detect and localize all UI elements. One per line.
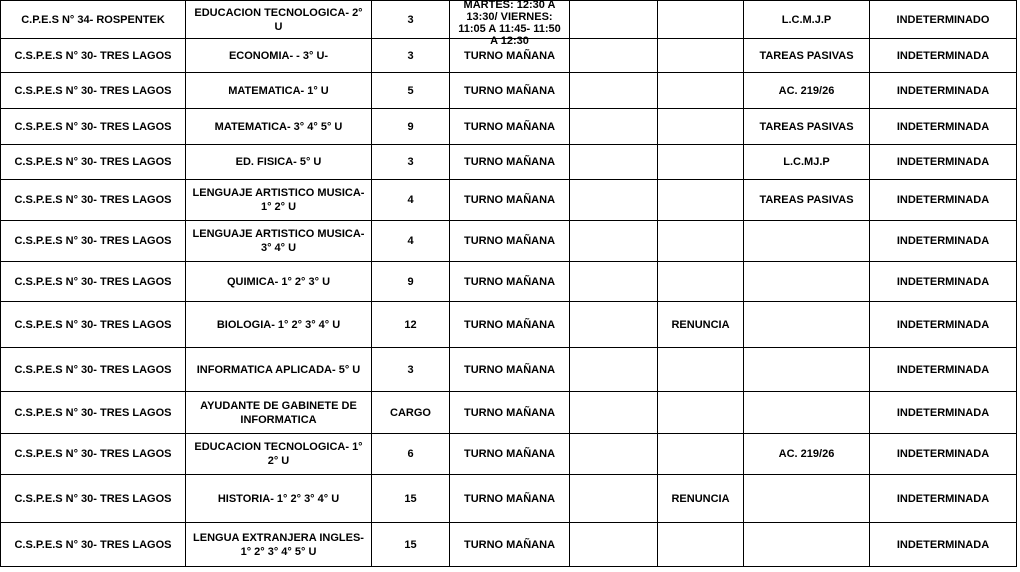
table-row [1, 302, 1017, 348]
empty-cell [570, 73, 658, 109]
status-cell: INDETERMINADO [870, 1, 1017, 39]
school-cell: C.S.P.E.S N° 30- TRES LAGOS [1, 180, 186, 221]
status-cell: INDETERMINADA [870, 262, 1017, 302]
hours-cell: 9 [372, 262, 450, 302]
reason-cell: L.C.MJ.P [744, 145, 870, 180]
observation-cell: RENUNCIA [658, 302, 744, 348]
reason-cell [744, 221, 870, 262]
reason-cell [744, 302, 870, 348]
subject-cell: INFORMATICA APLICADA- 5° U [186, 348, 372, 392]
schedule-text: MARTES: 12:30 A 13:30/ VIERNES: 11:05 A 11:45- 11:50 A 12:30 [458, 0, 561, 47]
empty-cell [570, 348, 658, 392]
reason-cell [744, 262, 870, 302]
school-cell: C.S.P.E.S N° 30- TRES LAGOS [1, 145, 186, 180]
subject-cell: EDUCACION TECNOLOGICA- 1° 2° U [186, 434, 372, 475]
empty-cell [570, 1, 658, 39]
hours-cell: 9 [372, 109, 450, 145]
table-row [1, 262, 1017, 302]
school-cell: C.S.P.E.S N° 30- TRES LAGOS [1, 39, 186, 73]
hours-cell: 6 [372, 434, 450, 475]
reason-cell: TAREAS PASIVAS [744, 180, 870, 221]
status-cell: INDETERMINADA [870, 434, 1017, 475]
status-cell: INDETERMINADA [870, 475, 1017, 523]
subject-cell: AYUDANTE DE GABINETE DE INFORMATICA [186, 392, 372, 434]
schedule-cell: TURNO MAÑANA [450, 392, 570, 434]
table-row [1, 1, 1017, 39]
observation-cell [658, 73, 744, 109]
reason-cell [744, 392, 870, 434]
table-row [1, 221, 1017, 262]
status-cell: INDETERMINADA [870, 392, 1017, 434]
hours-cell: 3 [372, 1, 450, 39]
school-cell: C.S.P.E.S N° 30- TRES LAGOS [1, 109, 186, 145]
empty-cell [570, 145, 658, 180]
subject-cell: EDUCACION TECNOLOGICA- 2° U [186, 1, 372, 39]
reason-cell [744, 348, 870, 392]
status-cell: INDETERMINADA [870, 145, 1017, 180]
table-row [1, 109, 1017, 145]
status-cell: INDETERMINADA [870, 302, 1017, 348]
subject-cell: QUIMICA- 1° 2° 3° U [186, 262, 372, 302]
empty-cell [570, 302, 658, 348]
schedule-cell: TURNO MAÑANA [450, 262, 570, 302]
status-cell: INDETERMINADA [870, 523, 1017, 567]
observation-cell [658, 262, 744, 302]
hours-cell: CARGO [372, 392, 450, 434]
school-cell: C.S.P.E.S N° 30- TRES LAGOS [1, 73, 186, 109]
reason-cell: AC. 219/26 [744, 434, 870, 475]
empty-cell [570, 109, 658, 145]
table-row [1, 475, 1017, 523]
subject-cell: LENGUAJE ARTISTICO MUSICA- 1° 2° U [186, 180, 372, 221]
table-row [1, 523, 1017, 567]
reason-cell: AC. 219/26 [744, 73, 870, 109]
reason-cell: L.C.M.J.P [744, 1, 870, 39]
school-cell: C.S.P.E.S N° 30- TRES LAGOS [1, 221, 186, 262]
empty-cell [570, 523, 658, 567]
school-cell: C.S.P.E.S N° 30- TRES LAGOS [1, 302, 186, 348]
observation-cell [658, 145, 744, 180]
schedule-cell: TURNO MAÑANA [450, 221, 570, 262]
empty-cell [570, 39, 658, 73]
observation-cell [658, 221, 744, 262]
schedule-cell: TURNO MAÑANA [450, 73, 570, 109]
schedule-cell [450, 0, 570, 47]
subject-cell: LENGUA EXTRANJERA INGLES- 1° 2° 3° 4° 5° U [186, 523, 372, 567]
hours-cell: 15 [372, 475, 450, 523]
schedule-cell: TURNO MAÑANA [450, 145, 570, 180]
status-cell: INDETERMINADA [870, 221, 1017, 262]
subject-cell: BIOLOGIA- 1° 2° 3° 4° U [186, 302, 372, 348]
observation-cell: RENUNCIA [658, 475, 744, 523]
school-cell: C.S.P.E.S N° 30- TRES LAGOS [1, 348, 186, 392]
table-body [1, 1, 1017, 567]
table-row [1, 434, 1017, 475]
empty-cell [570, 475, 658, 523]
observation-cell [658, 109, 744, 145]
schedule-cell: TURNO MAÑANA [450, 434, 570, 475]
status-cell: INDETERMINADA [870, 180, 1017, 221]
schedule-cell: TURNO MAÑANA [450, 475, 570, 523]
schedule-cell: TURNO MAÑANA [450, 523, 570, 567]
empty-cell [570, 262, 658, 302]
hours-cell: 3 [372, 145, 450, 180]
empty-cell [570, 180, 658, 221]
status-cell: INDETERMINADA [870, 109, 1017, 145]
hours-cell: 15 [372, 523, 450, 567]
schedule-cell: TURNO MAÑANA [450, 302, 570, 348]
table-row [1, 73, 1017, 109]
hours-cell: 4 [372, 180, 450, 221]
observation-cell [658, 434, 744, 475]
hours-cell: 3 [372, 39, 450, 73]
table-row [1, 180, 1017, 221]
subject-cell: HISTORIA- 1° 2° 3° 4° U [186, 475, 372, 523]
observation-cell [658, 348, 744, 392]
reason-cell [744, 523, 870, 567]
hours-cell: 4 [372, 221, 450, 262]
subject-cell: ED. FISICA- 5° U [186, 145, 372, 180]
subject-cell: MATEMATICA- 1° U [186, 73, 372, 109]
school-cell: C.S.P.E.S N° 30- TRES LAGOS [1, 392, 186, 434]
observation-cell [658, 1, 744, 39]
empty-cell [570, 392, 658, 434]
status-cell: INDETERMINADA [870, 39, 1017, 73]
status-cell: INDETERMINADA [870, 73, 1017, 109]
empty-cell [570, 221, 658, 262]
table-row [1, 348, 1017, 392]
schedule-cell: TURNO MAÑANA [450, 180, 570, 221]
subject-cell: ECONOMIA- - 3° U- [186, 39, 372, 73]
hours-cell: 12 [372, 302, 450, 348]
observation-cell [658, 39, 744, 73]
reason-cell: TAREAS PASIVAS [744, 109, 870, 145]
observation-cell [658, 523, 744, 567]
table-row [1, 145, 1017, 180]
status-cell: INDETERMINADA [870, 348, 1017, 392]
school-cell: C.S.P.E.S N° 30- TRES LAGOS [1, 475, 186, 523]
school-cell: C.P.E.S N° 34- ROSPENTEK [1, 1, 186, 39]
reason-cell: TAREAS PASIVAS [744, 39, 870, 73]
school-cell: C.S.P.E.S N° 30- TRES LAGOS [1, 434, 186, 475]
schedule-cell: TURNO MAÑANA [450, 348, 570, 392]
school-cell: C.S.P.E.S N° 30- TRES LAGOS [1, 262, 186, 302]
observation-cell [658, 180, 744, 221]
subject-cell: LENGUAJE ARTISTICO MUSICA- 3° 4° U [186, 221, 372, 262]
empty-cell [570, 434, 658, 475]
schedule-cell: TURNO MAÑANA [450, 109, 570, 145]
school-cell: C.S.P.E.S N° 30- TRES LAGOS [1, 523, 186, 567]
schedule-cell: TURNO MAÑANA [450, 39, 570, 73]
subject-cell: MATEMATICA- 3° 4° 5° U [186, 109, 372, 145]
reason-cell [744, 475, 870, 523]
hours-cell: 5 [372, 73, 450, 109]
observation-cell [658, 392, 744, 434]
hours-cell: 3 [372, 348, 450, 392]
table-row [1, 392, 1017, 434]
